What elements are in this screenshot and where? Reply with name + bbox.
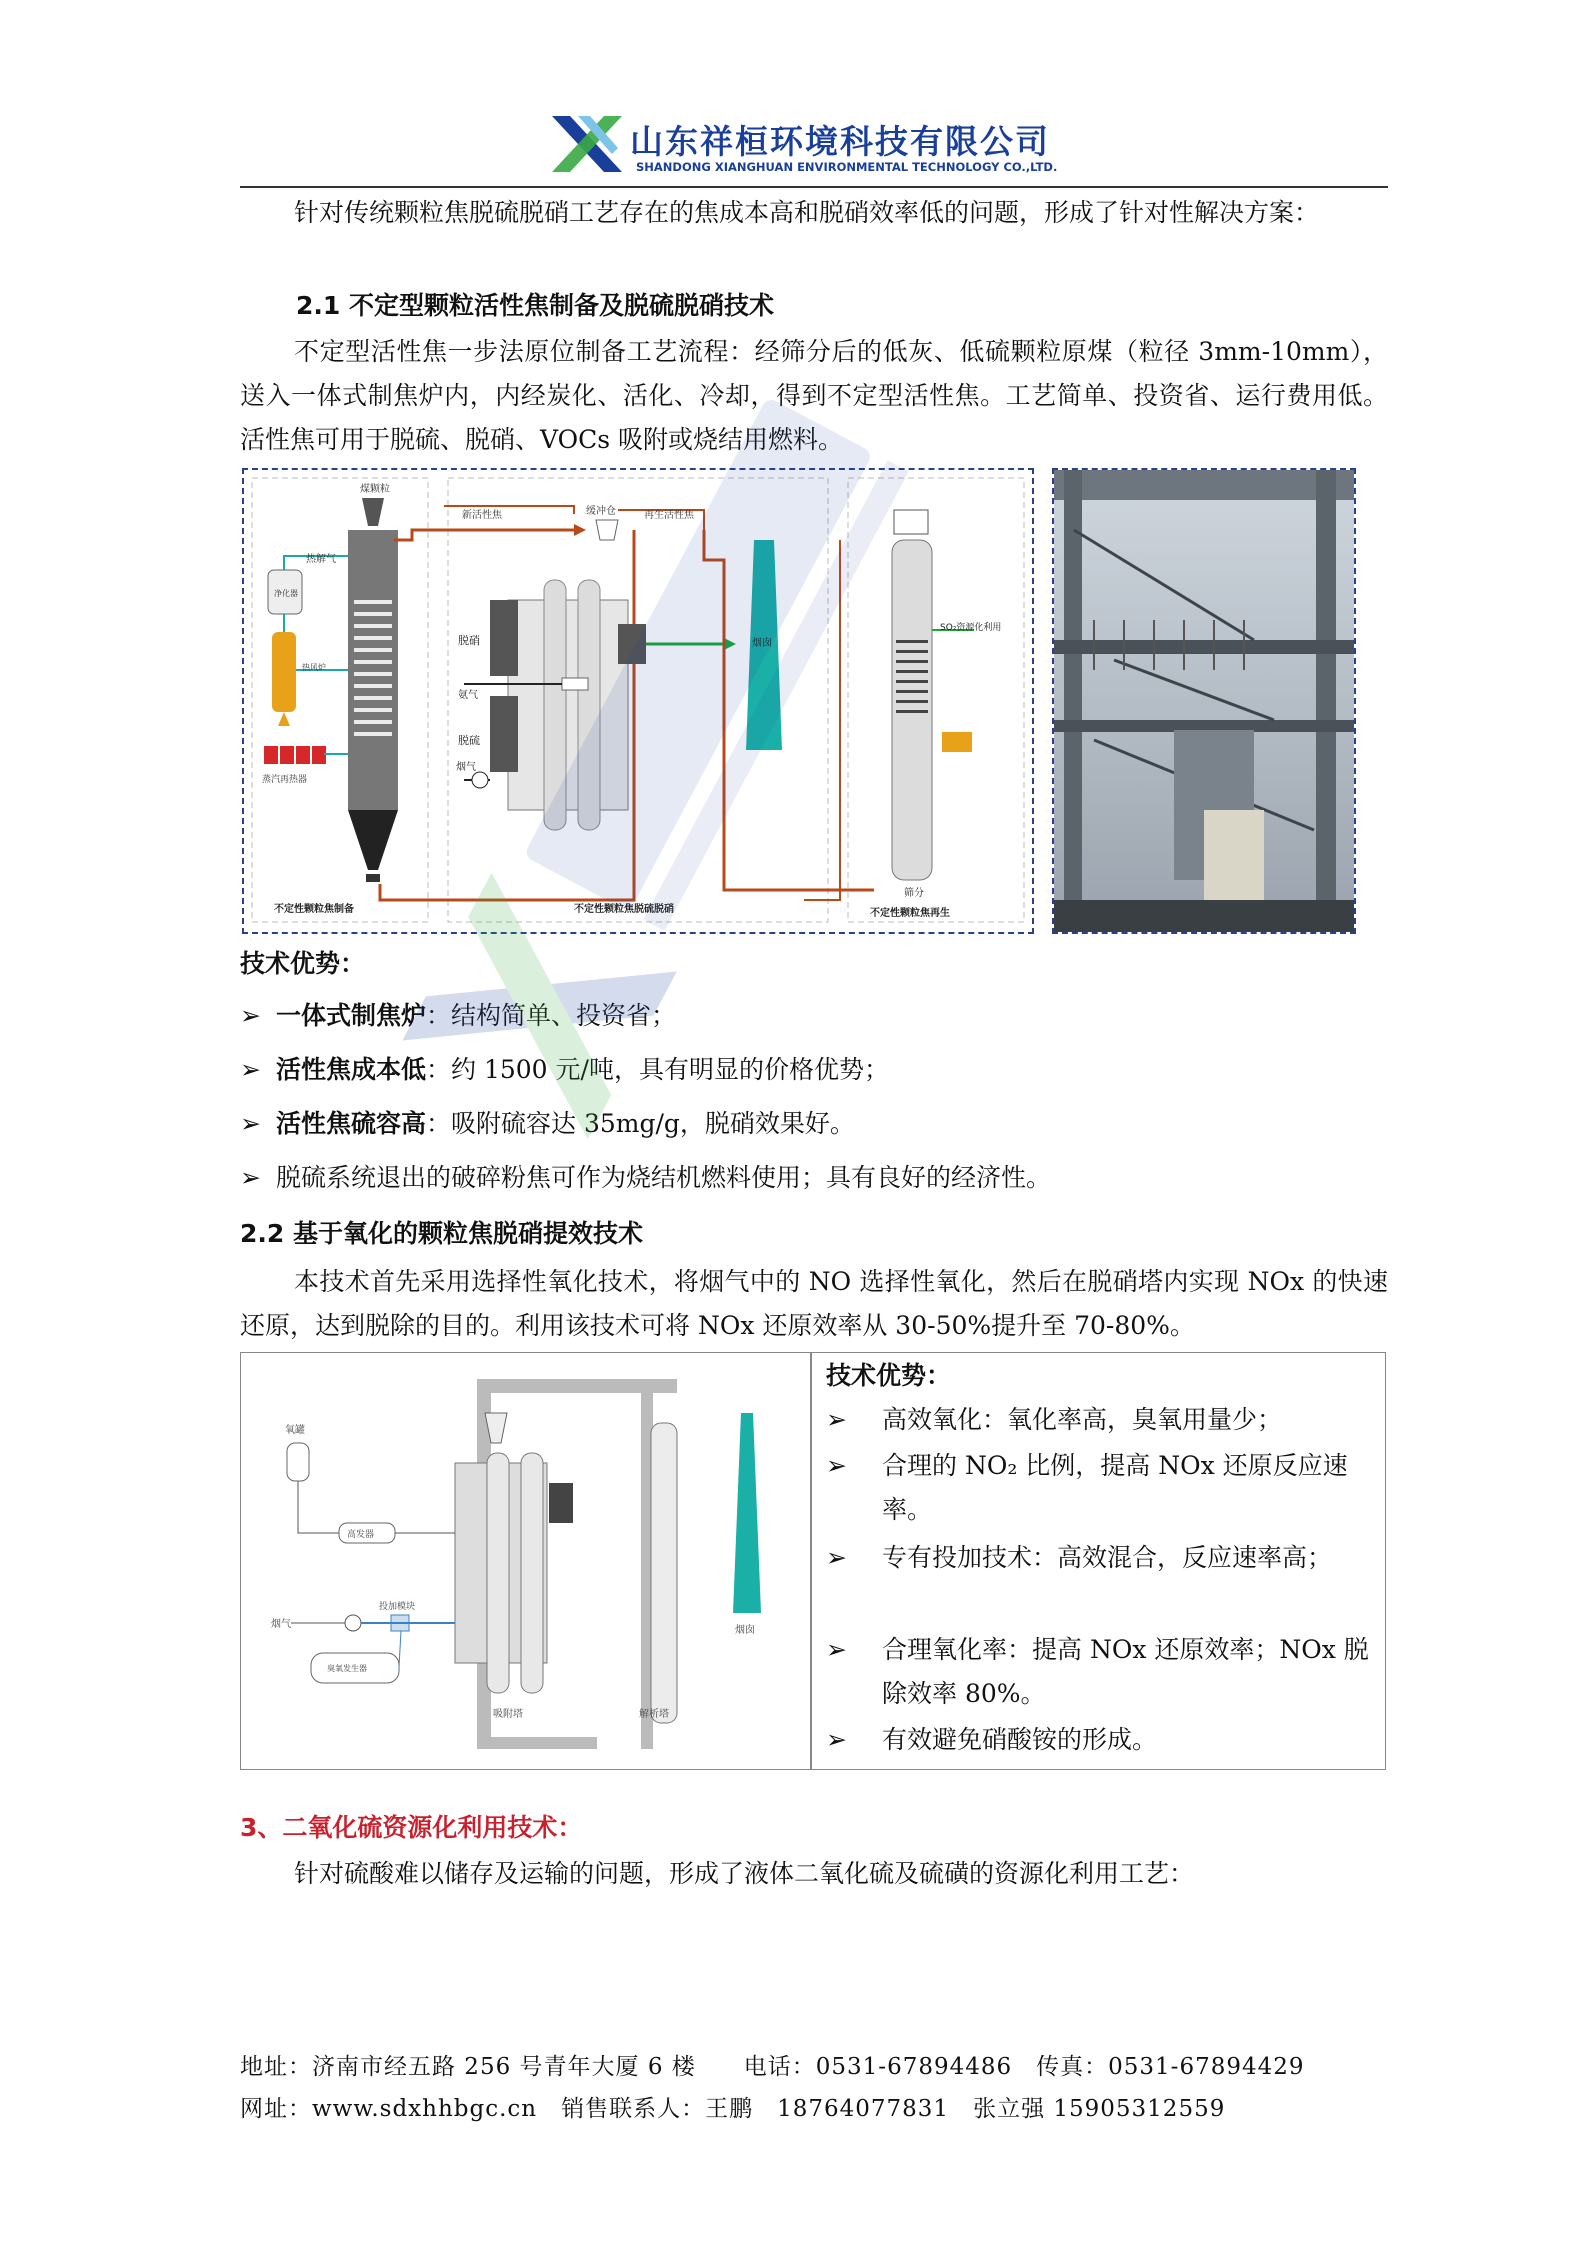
label-screen: 筛分 xyxy=(904,888,924,899)
label-coal: 煤颗粒 xyxy=(360,484,390,495)
advantage-1-item: ➢ 一体式制焦炉：结构简单、投资省； xyxy=(240,994,676,1038)
label-pyrolysis-gas: 热解气 xyxy=(306,554,336,565)
section-2-2-body: 本技术首先采用选择性氧化技术，将烟气中的 NO 选择性氧化，然后在脱硝塔内实现 NOx 的快速还原，达到脱除的目的。利用该技术可将 NOx 还原效率从 30-50%提升至 70-80%。 xyxy=(240,1267,1388,1340)
label-regen-coke: 再生活性焦 xyxy=(644,510,694,521)
label-flue-gas: 烟气 xyxy=(456,762,476,773)
label-dosing-module: 投加模块 xyxy=(379,1602,416,1612)
arrow-bullet-icon: ➢ xyxy=(826,1405,847,1434)
advantage-1-item: ➢ 活性焦成本低：约 1500 元/吨，具有明显的价格优势； xyxy=(240,1048,889,1092)
section-3-title: 3、二氧化硫资源化利用技术： xyxy=(240,1813,583,1842)
advantage-2-item: ➢ 有效避免硝酸铵的形成。 xyxy=(826,1718,1386,1762)
arrow-bullet-icon: ➢ xyxy=(240,1109,261,1138)
label-desorber: 解析塔 xyxy=(639,1709,669,1720)
header-divider xyxy=(240,186,1388,188)
label-flue-gas-2: 烟气 xyxy=(271,1619,291,1630)
section-3-body: 针对硫酸难以储存及运输的问题，形成了液体二氧化硫及硫磺的资源化利用工艺： xyxy=(294,1859,1195,1888)
advantage-2-item: ➢ 合理的 NO₂ 比例，提高 NOx 还原反应速率。 xyxy=(826,1444,1386,1532)
label-heat-exchanger: 蒸汽再热器 xyxy=(262,775,308,785)
advantage-2-item: ➢ 专有投加技术：高效混合，反应速率高； xyxy=(826,1536,1386,1580)
arrow-bullet-icon: ➢ xyxy=(826,1725,847,1754)
panel-label-prep: 不定性颗粒焦制备 xyxy=(274,904,354,915)
advantage-2-item: ➢ 合理氧化率：提高 NOx 还原效率；NOx 脱除效率 80%。 xyxy=(826,1628,1386,1716)
label-ozone-generator: 臭氧发生器 xyxy=(327,1664,367,1673)
table-divider xyxy=(810,1352,812,1770)
arrow-bullet-icon: ➢ xyxy=(240,1001,261,1030)
label-so2-utilization: SO₂资源化利用 xyxy=(940,623,1002,633)
company-name-cn: 山东祥桓环境科技有限公司 xyxy=(630,122,1050,161)
arrow-bullet-icon: ➢ xyxy=(240,1163,261,1192)
label-burner: 热风炉 xyxy=(302,663,326,672)
label-chimney: 烟囱 xyxy=(752,638,772,649)
plant-photo xyxy=(1052,468,1356,934)
advantages-2-title: 技术优势： xyxy=(826,1361,952,1390)
label-purifier: 净化器 xyxy=(274,589,298,598)
footer-contact-line-1: 地址：济南市经五路 256 号青年大厦 6 楼 电话：0531-67894486 传真：0531-67894429 xyxy=(240,2054,1305,2080)
label-generator: 高发器 xyxy=(347,1530,375,1540)
arrow-bullet-icon: ➢ xyxy=(826,1451,847,1480)
label-desulfur: 脱硫 xyxy=(458,734,480,747)
panel-label-dedenox: 不定性颗粒焦脱硫脱硝 xyxy=(574,904,674,915)
advantage-2-item: ➢ 高效氧化：氧化率高，臭氧用量少； xyxy=(826,1398,1386,1442)
arrow-bullet-icon: ➢ xyxy=(240,1055,261,1084)
company-name-en: SHANDONG XIANGHUAN ENVIRONMENTAL TECHNOLOGY CO.,LTD. xyxy=(636,160,1058,174)
section-2-1-title: 2.1 不定型颗粒活性焦制备及脱硫脱硝技术 xyxy=(296,291,774,320)
section-2-1-body: 不定型活性焦一步法原位制备工艺流程：经筛分后的低灰、低硫颗粒原煤（粒径 3mm-10mm），送入一体式制焦炉内，内经炭化、活化、冷却，得到不定型活性焦。工艺简单、投资省、运行费用低。活性焦可用于脱硫、脱硝、VOCs 吸附或烧结用燃料。 xyxy=(240,337,1388,454)
label-oxygen-tank: 氧罐 xyxy=(285,1425,305,1436)
footer-contact-line-2: 网址：www.sdxhhbgc.cn 销售联系人：王鹏 18764077831 张立强 15905312559 xyxy=(240,2096,1226,2122)
section-2-2-title: 2.2 基于氧化的颗粒焦脱硝提效技术 xyxy=(240,1219,643,1248)
label-adsorber: 吸附塔 xyxy=(493,1709,523,1720)
label-chimney-2: 烟囱 xyxy=(735,1625,755,1636)
company-logo-icon xyxy=(548,112,626,176)
advantage-1-item: ➢ 活性焦硫容高：吸附硫容达 35mg/g，脱硝效果好。 xyxy=(240,1102,855,1146)
process-flow-diagram xyxy=(242,468,1034,934)
arrow-bullet-icon: ➢ xyxy=(826,1635,847,1664)
panel-label-regen: 不定性颗粒焦再生 xyxy=(870,908,950,919)
label-denox: 脱硝 xyxy=(458,634,480,647)
intro-paragraph: 针对传统颗粒焦脱硫脱硝工艺存在的焦成本高和脱硝效率低的问题，形成了针对性解决方案： xyxy=(294,198,1320,227)
advantages-1-title: 技术优势： xyxy=(240,949,366,978)
label-new-coke: 新活性焦 xyxy=(462,510,502,521)
arrow-bullet-icon: ➢ xyxy=(826,1543,847,1572)
label-buffer-bin: 缓冲仓 xyxy=(586,506,616,517)
label-ammonia: 氨气 xyxy=(458,690,478,701)
advantage-1-item: ➢ 脱硫系统退出的破碎粉焦可作为烧结机燃料使用；具有良好的经济性。 xyxy=(240,1156,1051,1200)
